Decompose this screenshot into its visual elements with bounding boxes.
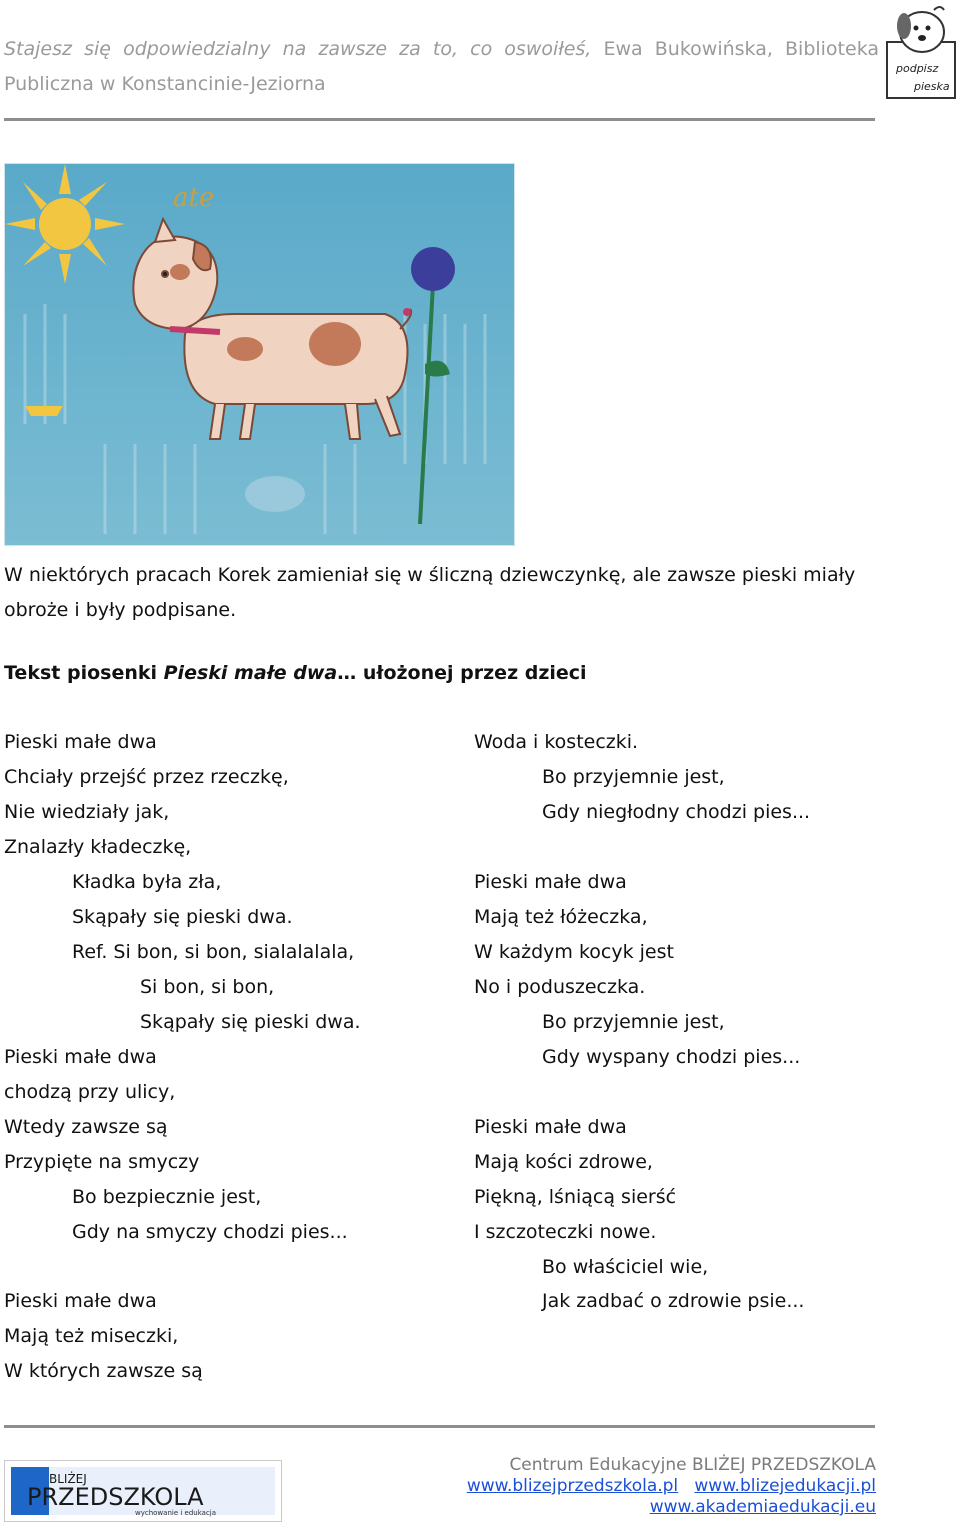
lyric-line: Woda i kosteczki. <box>474 731 639 753</box>
lyric-line: Nie wiedziały jak, <box>4 801 170 823</box>
logo-small-text: BLIŻEJ <box>49 1472 87 1486</box>
dog-drawing-photo <box>4 163 515 546</box>
footer-link-blizejprzedszkola[interactable]: www.blizejprzedszkola.pl <box>466 1476 679 1496</box>
lyric-line: W których zawsze są <box>4 1360 203 1382</box>
header-divider <box>4 118 875 121</box>
lyric-line: Pieski małe dwa <box>4 1046 157 1068</box>
lyric-line: Gdy na smyczy chodzi pies... <box>72 1221 348 1243</box>
lyric-line: Mają kości zdrowe, <box>474 1151 653 1173</box>
song-title: Pieski małe dwa <box>163 662 338 684</box>
header-title-italic: Stajesz się odpowiedzialny na zawsze za to, co oswoiłeś, <box>4 38 592 60</box>
lyric-line: Bo przyjemnie jest, <box>542 766 725 788</box>
badge-text-2: pieska <box>914 80 950 93</box>
lyric-line: Pieski małe dwa <box>4 1290 157 1312</box>
logo-big-text: PRZEDSZKOLA <box>27 1483 204 1511</box>
blizej-przedszkola-logo <box>4 1460 282 1522</box>
photo-caption: W niektórych pracach Korek zamieniał się w śliczną dziewczynkę, ale zawsze pieski miały obroże i były podpisane. <box>4 564 856 621</box>
lyric-line: W każdym kocyk jest <box>474 941 674 963</box>
lyric-line: Wtedy zawsze są <box>4 1116 168 1138</box>
header-title-rest: Ewa Bukowińska, Biblioteka Publiczna w Konstancinie-Jeziorna <box>4 38 880 95</box>
footer-info <box>467 1455 876 1518</box>
lyric-line: Przypięte na smyczy <box>4 1151 200 1173</box>
lyric-line: Pieski małe dwa <box>474 871 627 893</box>
lyric-refrain: Skąpały się pieski dwa. <box>140 1011 361 1033</box>
lyric-line: Pieski małe dwa <box>4 731 157 753</box>
lyric-line: Skąpały się pieski dwa. <box>72 906 293 928</box>
lyric-line: Mają też miseczki, <box>4 1325 179 1347</box>
lyric-line: Bo bezpiecznie jest, <box>72 1186 262 1208</box>
logo-tagline: wychowanie i edukacja <box>135 1509 217 1517</box>
footer-link-blizejedukacji[interactable]: www.blizejedukacji.pl <box>694 1476 876 1496</box>
song-heading <box>4 662 587 684</box>
badge-text-1: podpisz <box>896 62 939 75</box>
lyric-line: chodzą przy ulicy, <box>4 1081 176 1103</box>
song-heading-prefix: Tekst piosenki <box>4 662 164 684</box>
lyric-line: No i poduszeczka. <box>474 976 646 998</box>
drawing-scribble: ate <box>173 183 215 213</box>
lyric-line: Gdy wyspany chodzi pies... <box>542 1046 801 1068</box>
footer-link-akademiaedukacji[interactable]: www.akademiaedukacji.eu <box>649 1497 876 1517</box>
sun-drawing <box>5 164 125 284</box>
lyric-line: Piękną, lśniącą sierść <box>474 1186 677 1208</box>
lyric-line: Bo właściciel wie, <box>542 1256 709 1278</box>
lyric-refrain: Si bon, si bon, <box>140 976 275 998</box>
lyric-line: Mają też łóżeczka, <box>474 906 648 928</box>
lyric-line: Znalazły kładeczkę, <box>4 836 192 858</box>
lyric-refrain: Ref. Si bon, si bon, sialalalala, <box>72 941 355 963</box>
lyric-line: Gdy niegłodny chodzi pies... <box>542 801 811 823</box>
lyric-line: I szczoteczki nowe. <box>474 1221 657 1243</box>
document-header <box>4 32 879 102</box>
lyric-line: Chciały przejść przez rzeczkę, <box>4 766 289 788</box>
footer-divider <box>4 1425 875 1428</box>
lyric-line: Jak zadbać o zdrowie psie... <box>542 1290 805 1312</box>
footer-organization: Centrum Edukacyjne BLIŻEJ PRZEDSZKOLA <box>509 1455 876 1475</box>
podpisz-pieska-logo <box>884 2 958 102</box>
lyric-line: Pieski małe dwa <box>474 1116 627 1138</box>
lyric-line: Bo przyjemnie jest, <box>542 1011 725 1033</box>
lyric-line: Kładka była zła, <box>72 871 222 893</box>
song-heading-suffix: … ułożonej przez dzieci <box>337 662 587 684</box>
